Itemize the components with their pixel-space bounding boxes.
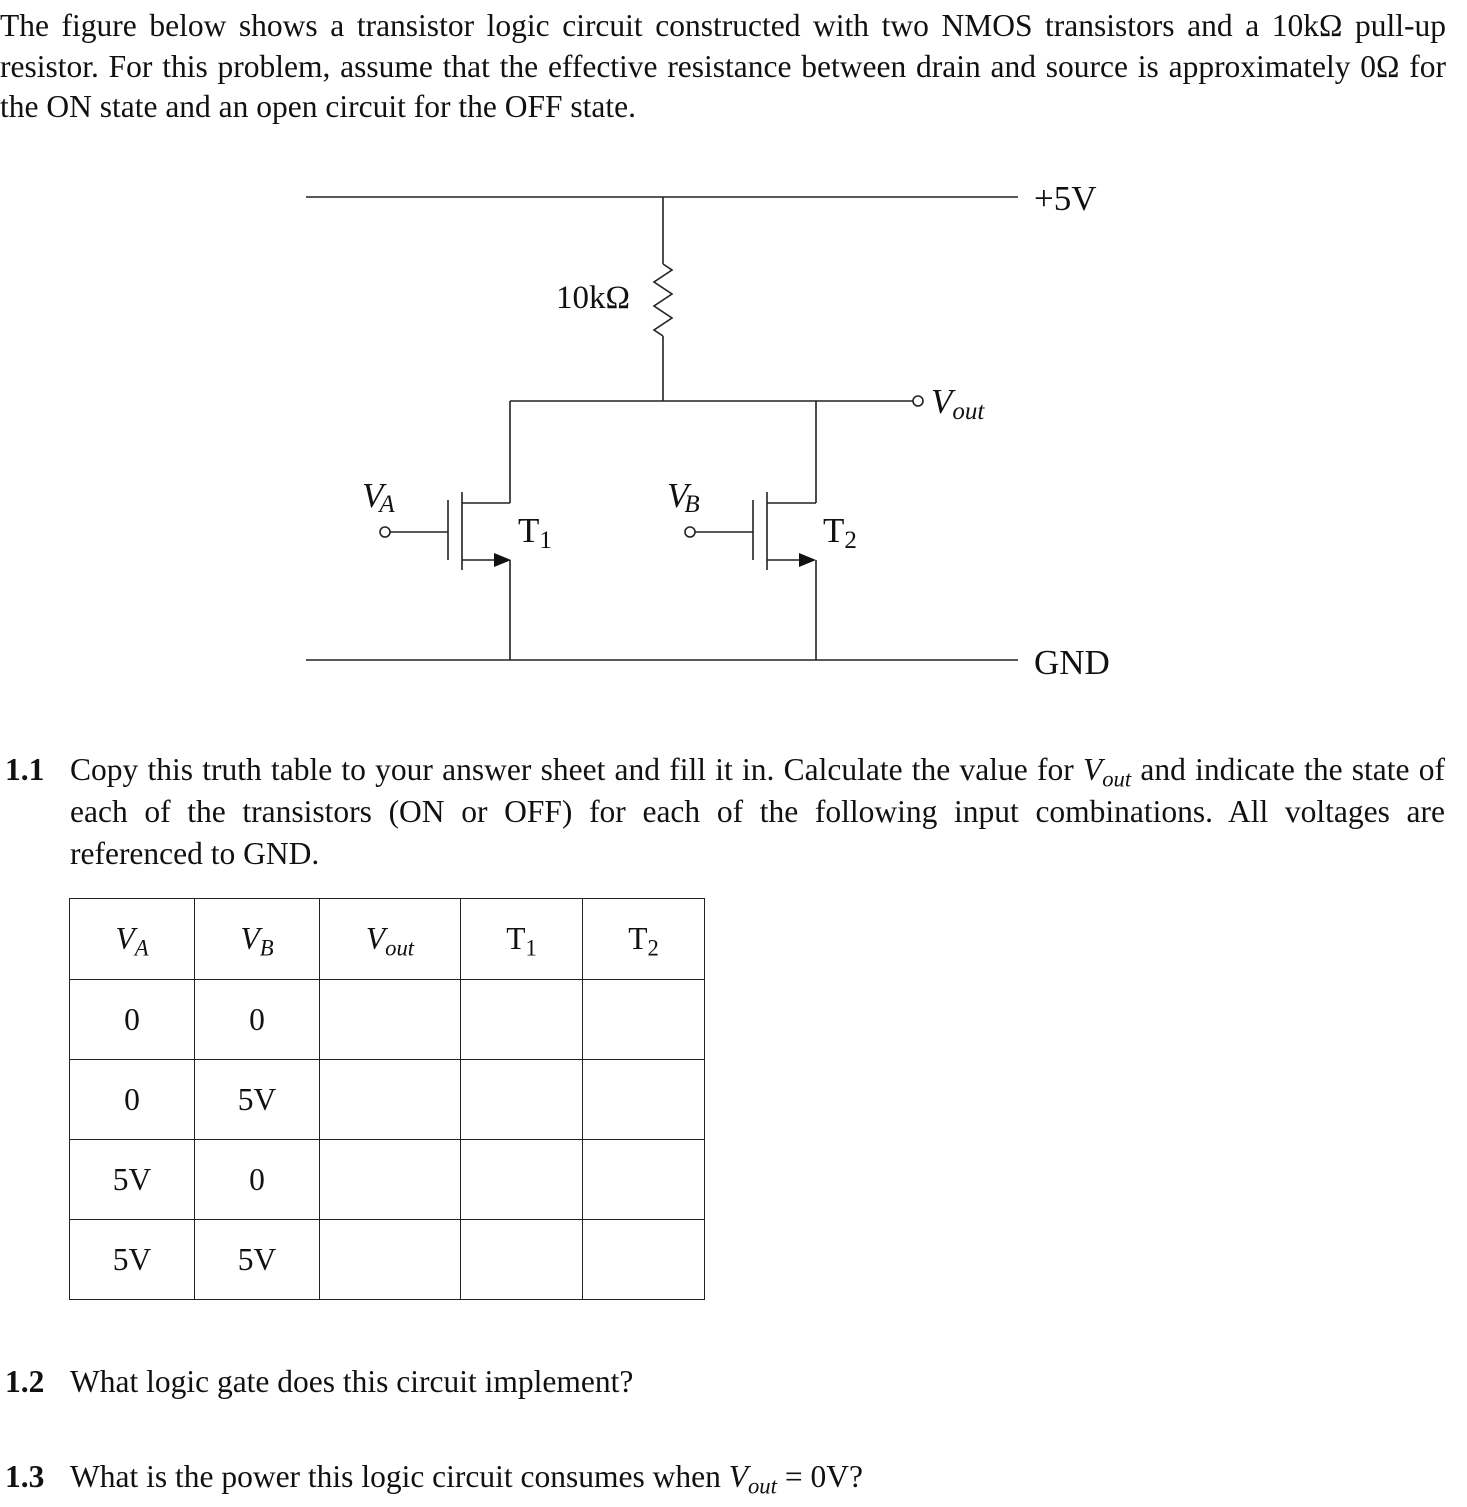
va-label [362,476,395,518]
question-number: 1.3 [5,1459,45,1494]
t2-source-arrow [799,553,816,567]
ground-label: GND [1034,643,1110,682]
cell-vb: 0 [195,980,320,1060]
intro-text: The figure below shows a transistor logic circuit constructed with two NMOS transistors and a 10kΩ pull-up resistor. For this problem, assume that the effective resistance between drain and source is approximately 0Ω for the ON state and an open circuit for the OFF state. [0,8,1446,124]
cell-t1 [461,1060,583,1140]
table-row [70,1060,705,1140]
cell-va: 5V [70,1140,195,1220]
header-va: $V_A$ [70,899,195,980]
t2-label-main: T [823,511,845,550]
q1-var-main: V [1082,752,1103,787]
cell-vout [320,1060,461,1140]
q1-text-a: Copy this truth table to your answer sheet and fill it in. Calculate the value for [70,752,1083,787]
cell-t2 [583,1220,705,1300]
t1-label-main: T [518,511,540,550]
resistor-label: 10kΩ [556,280,631,316]
cell-t1 [461,1220,583,1300]
q3-text-b: = 0V? [776,1459,863,1494]
t2-label-sub: 2 [844,527,857,554]
cell-t2 [583,1060,705,1140]
cell-vb: 0 [195,1140,320,1220]
q3-var-sub: out [747,1473,777,1499]
q3-text-a: What is the power this logic circuit consumes when [70,1459,729,1494]
t1-label-sub: 1 [539,527,552,554]
question-1-3 [5,1456,1445,1498]
cell-va: 0 [70,1060,195,1140]
cell-t1 [461,1140,583,1220]
t2-label [823,511,857,554]
t1-source-arrow [494,553,511,567]
header-t2: $T_2$ [583,899,705,980]
header-t1: $T_1$ [461,899,583,980]
header-vb: $V_B$ [195,899,320,980]
question-1-2 [5,1361,1445,1403]
cell-vout [320,1140,461,1220]
question-text [70,749,1445,875]
cell-t1 [461,980,583,1060]
vout-label-sub: out [952,398,985,425]
transistor-circuit-diagram [0,0,1467,700]
cell-t2 [583,980,705,1060]
question-1-1 [5,749,1445,875]
q1-text-b: and indicate the state of each of the transistors (ON or OFF) for each of the following input combinations. All voltages are referenced to GND. [70,752,1445,871]
vb-terminal [685,527,695,537]
cell-va: 5V [70,1220,195,1300]
table-row [70,980,705,1060]
pullup-resistor [654,264,672,336]
header-vout: $V_{out}$ [320,899,461,980]
question-number: 1.1 [5,752,45,787]
vout-label-main: V [931,382,953,421]
question-text [70,1456,1445,1498]
truth-table-header-row [70,899,705,980]
cell-vb: 5V [195,1060,320,1140]
vb-label [667,476,700,518]
table-row [70,1140,705,1220]
va-terminal [380,527,390,537]
truth-table [69,898,705,1300]
cell-vout [320,1220,461,1300]
table-row [70,1220,705,1300]
va-label-main: V [362,476,384,515]
cell-va: 0 [70,980,195,1060]
va-label-sub: A [379,491,395,518]
cell-vb: 5V [195,1220,320,1300]
cell-vout [320,980,461,1060]
vb-label-sub: B [684,491,700,518]
question-text: What logic gate does this circuit implement? [70,1364,634,1399]
vb-label-main: V [667,476,689,515]
vout-label [931,382,985,425]
question-number: 1.2 [5,1364,45,1399]
vout-terminal [913,396,923,406]
t1-label [518,511,552,554]
q1-var-sub: out [1102,766,1132,792]
cell-t2 [583,1140,705,1220]
q3-var-main: V [728,1459,748,1494]
supply-label: +5V [1034,179,1097,218]
